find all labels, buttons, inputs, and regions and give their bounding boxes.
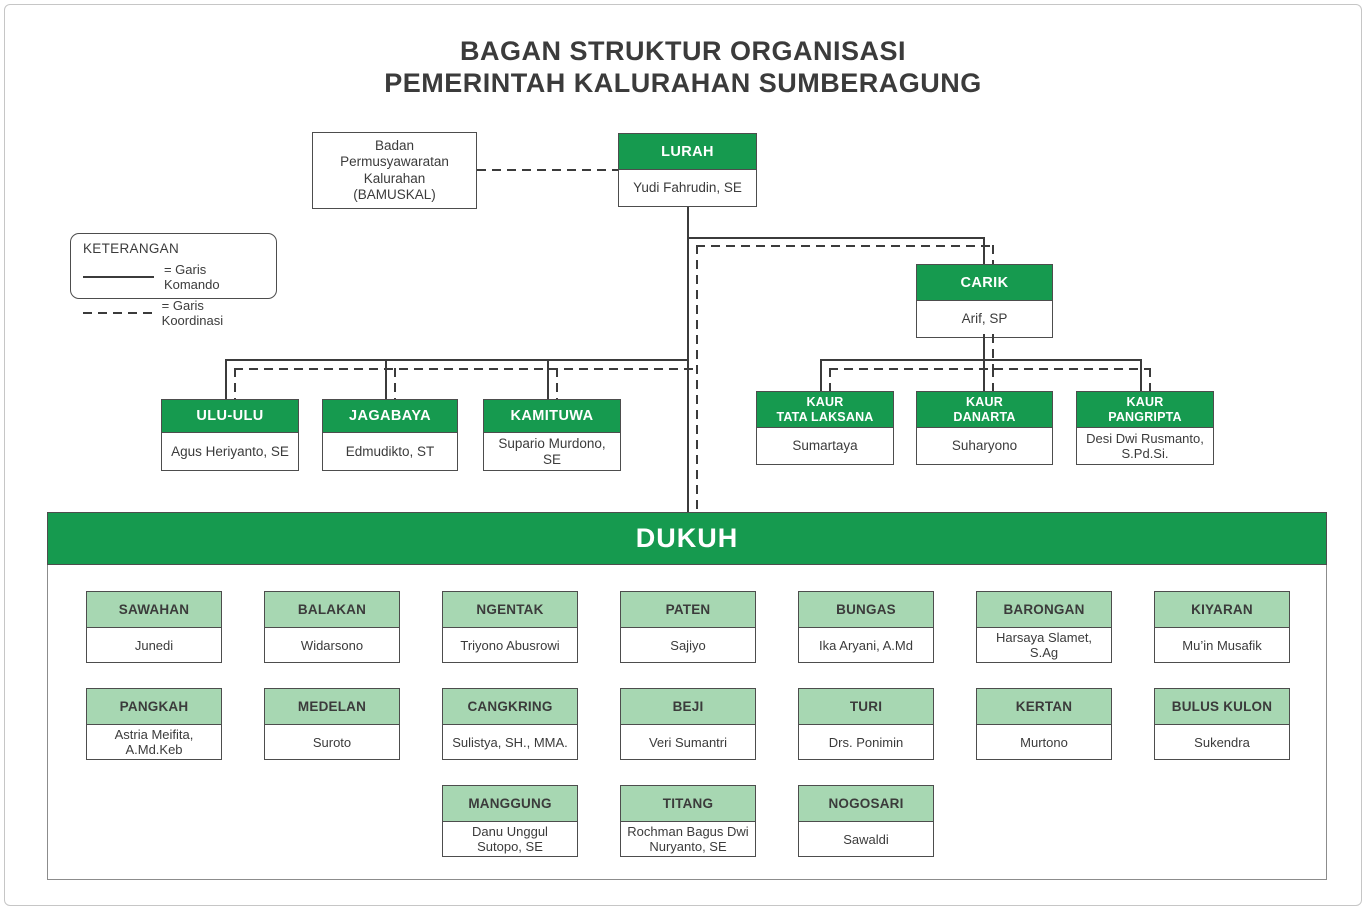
lurah-box (618, 133, 757, 207)
jagabaya-box (322, 399, 458, 471)
dashed-line-sample (83, 312, 152, 314)
dukuh-box-kiyaran (1154, 591, 1290, 663)
connector-lurah-carik-dashed-h (696, 245, 994, 247)
dukuh-box-manggung (442, 785, 578, 857)
org-chart-canvas (4, 4, 1362, 906)
lurah-name: Yudi Fahrudin, SE (633, 180, 742, 195)
solid-line-sample (83, 276, 154, 278)
bamuskal-line1: Badan (374, 137, 415, 153)
dukuh-kertan-name: Murtono (1020, 734, 1068, 750)
jagabaya-name: Edmudikto, ST (345, 443, 435, 459)
stub-danarta-solid (983, 359, 985, 391)
kaur-tatalaksana-box (756, 391, 894, 465)
dukuh-box-buluskulon (1154, 688, 1290, 760)
dukuh-box-kertan (976, 688, 1112, 760)
dukuh-box-balakan (264, 591, 400, 663)
dukuh-pangkah-title: PANGKAH (87, 689, 221, 725)
stub-tatalaksana-solid (820, 359, 822, 391)
kamituwa-title: KAMITUWA (484, 400, 620, 433)
dukuh-kiyaran-title: KIYARAN (1155, 592, 1289, 628)
dukuh-pangkah-name: Astria Meifita, A.Md.Keb (114, 727, 194, 757)
connector-kaur-solid-h (820, 359, 1142, 361)
legend-row-command (83, 262, 264, 292)
dukuh-turi-name: Drs. Ponimin (828, 734, 904, 750)
uluulu-title: ULU-ULU (162, 400, 298, 433)
bamuskal-line3: Kalurahan (363, 170, 426, 186)
stub-kamituwa-dashed (556, 368, 558, 399)
kaur-danarta-title-line2: DANARTA (953, 409, 1016, 424)
stub-danarta-dashed (992, 368, 994, 391)
dukuh-box-beji (620, 688, 756, 760)
uluulu-name: Agus Heriyanto, SE (171, 443, 289, 459)
carik-name: Arif, SP (961, 311, 1008, 326)
lurah-title: LURAH (619, 134, 756, 170)
dukuh-box-pangkah (86, 688, 222, 760)
connector-lurah-carik-dashed-v (992, 245, 994, 264)
dukuh-bungas-title: BUNGAS (799, 592, 933, 628)
dukuh-beji-name: Veri Sumantri (648, 734, 728, 750)
kamituwa-box (483, 399, 621, 471)
connector-kaur-dashed-h (829, 368, 1151, 370)
bamuskal-line4: (BAMUSKAL) (353, 187, 436, 202)
stub-uluulu-solid (225, 359, 227, 399)
jagabaya-title: JAGABAYA (323, 400, 457, 433)
dukuh-balakan-title: BALAKAN (265, 592, 399, 628)
connector-lurah-down-dashed (696, 245, 698, 512)
kaur-danarta-title-line1: KAUR (966, 394, 1003, 409)
dukuh-balakan-name: Widarsono (300, 637, 364, 653)
dukuh-box-barongan (976, 591, 1112, 663)
connector-pamong-dashed-h (234, 368, 698, 370)
stub-tatalaksana-dashed (829, 368, 831, 391)
connector-carik-down-solid (983, 334, 985, 361)
kaur-pangripta-title-line1: KAUR (1126, 394, 1164, 409)
connector-pamong-solid-h (225, 359, 689, 361)
legend-row-coordination (83, 298, 264, 328)
kaur-tatalaksana-title-line2: TATA LAKSANA (776, 409, 874, 424)
dukuh-turi-title: TURI (799, 689, 933, 725)
dukuh-box-ngentak (442, 591, 578, 663)
kaur-tatalaksana-title (757, 392, 893, 428)
kaur-danarta-box (916, 391, 1053, 465)
legend-title: KETERANGAN (83, 241, 180, 256)
dukuh-box-sawahan (86, 591, 222, 663)
kaur-pangripta-box (1076, 391, 1214, 465)
dukuh-manggung-name: Danu Unggul Sutopo, SE (472, 824, 548, 854)
dukuh-banner: DUKUH (47, 512, 1327, 565)
dukuh-medelan-name: Suroto (312, 734, 352, 750)
dukuh-manggung-title: MANGGUNG (443, 786, 577, 822)
kaur-pangripta-title-line2: PANGRIPTA (1108, 409, 1182, 424)
connector-bamuskal-lurah-dashed (477, 169, 618, 171)
dukuh-bungas-name: Ika Aryani, A.Md (819, 637, 913, 653)
dukuh-paten-title: PATEN (621, 592, 755, 628)
dukuh-box-turi (798, 688, 934, 760)
dukuh-ngentak-title: NGENTAK (443, 592, 577, 628)
carik-title: CARIK (917, 265, 1052, 301)
dukuh-barongan-title: BARONGAN (977, 592, 1111, 628)
connector-lurah-carik-solid-h (687, 237, 985, 239)
dukuh-box-paten (620, 591, 756, 663)
page-title-line1: BAGAN STRUKTUR ORGANISASI (459, 36, 906, 66)
stub-jagabaya-dashed (394, 368, 396, 399)
stub-pangripta-dashed (1149, 368, 1151, 391)
dukuh-nogosari-title: NOGOSARI (799, 786, 933, 822)
kaur-tatalaksana-name: Sumartaya (792, 438, 858, 453)
dukuh-sawahan-name: Junedi (134, 637, 174, 653)
dukuh-medelan-title: MEDELAN (265, 689, 399, 725)
dukuh-nogosari-name: Sawaldi (843, 831, 889, 847)
dukuh-kertan-title: KERTAN (977, 689, 1111, 725)
bamuskal-line2: Permusyawaratan (340, 154, 449, 169)
dukuh-titang-title: TITANG (621, 786, 755, 822)
dukuh-cangkring-name: Sulistya, SH., MMA. (452, 734, 568, 750)
dukuh-paten-name: Sajiyo (670, 637, 706, 653)
kaur-pangripta-name: Desi Dwi Rusmanto, S.Pd.Si. (1086, 431, 1204, 461)
carik-box (916, 264, 1053, 338)
kaur-tatalaksana-title-line1: KAUR (806, 394, 844, 409)
kaur-danarta-title (917, 392, 1052, 428)
connector-carik-down-dashed (992, 334, 994, 370)
kaur-danarta-name: Suharyono (951, 438, 1018, 453)
page-title-line2: PEMERINTAH KALURAHAN SUMBERAGUNG (384, 68, 982, 98)
stub-pangripta-solid (1140, 359, 1142, 391)
dukuh-barongan-name: Harsaya Slamet, S.Ag (995, 630, 1093, 660)
stub-jagabaya-solid (385, 359, 387, 399)
dukuh-titang-name: Rochman Bagus Dwi Nuryanto, SE (627, 824, 749, 854)
bamuskal-box (312, 132, 477, 209)
stub-uluulu-dashed (234, 368, 236, 399)
dukuh-buluskulon-name: Sukendra (1194, 734, 1250, 750)
dukuh-buluskulon-title: BULUS KULON (1155, 689, 1289, 725)
dukuh-beji-title: BEJI (621, 689, 755, 725)
dukuh-box-cangkring (442, 688, 578, 760)
legend-command-label: = Garis Komando (163, 262, 220, 292)
dukuh-cangkring-title: CANGKRING (443, 689, 577, 725)
kamituwa-name: Supario Murdono, SE (498, 435, 606, 467)
legend-coordination-label: = Garis Koordinasi (161, 298, 224, 328)
uluulu-box (161, 399, 299, 471)
dukuh-box-medelan (264, 688, 400, 760)
dukuh-box-bungas (798, 591, 934, 663)
legend-box (70, 233, 277, 328)
dukuh-sawahan-title: SAWAHAN (87, 592, 221, 628)
dukuh-box-nogosari (798, 785, 934, 857)
dukuh-box-titang (620, 785, 756, 857)
page-title (5, 35, 1361, 99)
connector-lurah-carik-solid-v (983, 237, 985, 264)
dukuh-ngentak-name: Triyono Abusrowi (460, 637, 560, 653)
dukuh-kiyaran-name: Mu’in Musafik (1182, 637, 1262, 653)
stub-kamituwa-solid (547, 359, 549, 399)
kaur-pangripta-title (1077, 392, 1213, 428)
